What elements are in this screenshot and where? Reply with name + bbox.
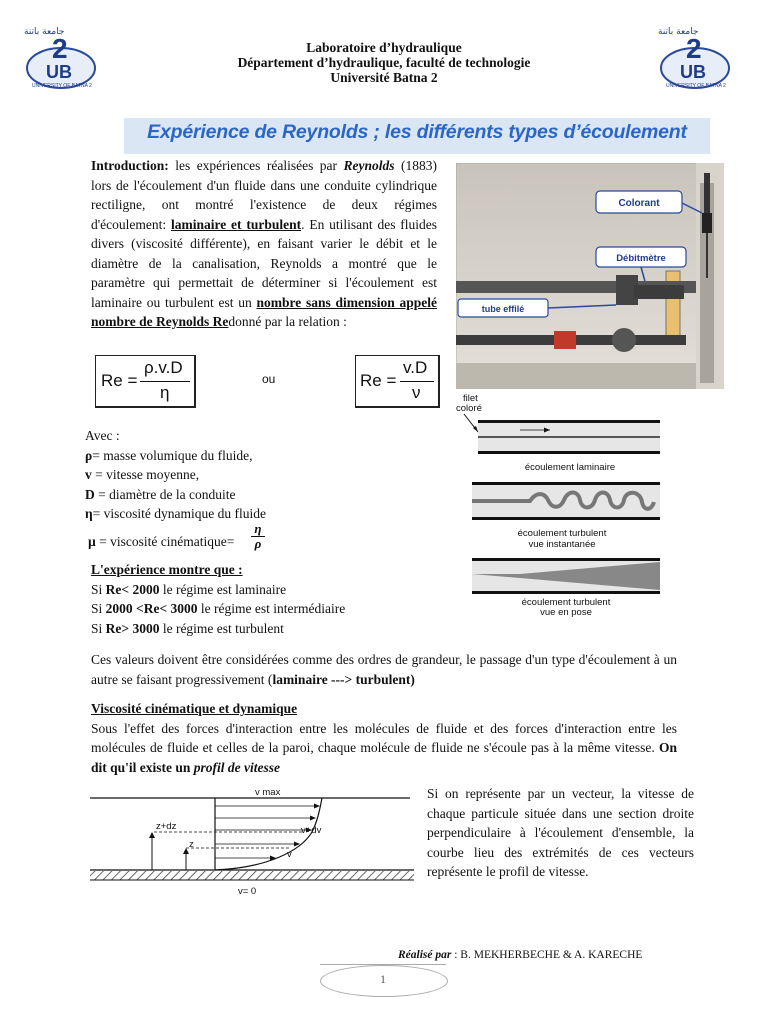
var-v	[85, 465, 266, 485]
intro-paragraph	[91, 156, 437, 332]
label-debitmetre: Débitmètre	[616, 253, 666, 264]
label-z: z	[189, 839, 194, 850]
label-z-dz: z+dz	[156, 821, 177, 832]
viscosite-title: Viscosité cinématique et dynamique	[91, 701, 298, 716]
document-header	[0, 40, 768, 85]
intro-text: . En utilisant des fluides divers (viscosité différente), en faisant varier le débit et le diamètre de la canalisation, Reynolds a montré que le paramètre qui permettait de déterminer si l'écoulement est laminaire ou turbulent est un	[91, 216, 438, 310]
var-symbol: v	[85, 467, 92, 482]
label-tube-effile: tube effilé	[481, 304, 525, 314]
var-symbol: µ	[88, 534, 96, 549]
var-symbol: D	[85, 486, 95, 502]
viscosite-section	[91, 699, 677, 777]
mu-fraction	[251, 522, 265, 551]
logo-number: 2	[52, 33, 68, 64]
caption-turbulent-1-sub: vue instantanée	[528, 539, 596, 550]
reynolds-name: Reynolds	[343, 158, 395, 173]
formula-box-2	[355, 355, 440, 408]
realise-label: Réalisé par	[398, 949, 452, 961]
intro-text: (1883) lors de l'écoulement d'un fluide dans une conduite cylindrique rectiligne, ont montré l'existence de deux régimes d'écoulement:	[91, 158, 437, 232]
experience-section	[91, 560, 345, 638]
logo-arabic: جامعة باتنة	[24, 27, 65, 37]
formula-lhs: Re =	[360, 371, 397, 390]
logo-arabic: جامعة باتنة	[658, 27, 699, 37]
filet-label: filet	[463, 393, 478, 404]
variables-list	[85, 426, 266, 524]
var-description: = vitesse moyenne,	[91, 467, 200, 482]
flow-regimes-diagram	[440, 392, 680, 622]
profile-paragraph: Si on représente par un vecteur, la vitesse de chaque particule située dans une section droite perpendiculaire à l'écoulement d'ensemble, la courbe lieu des extrémités de ces vecteurs représente le profil de vitesse.	[427, 786, 694, 879]
page-title: Expérience de Reynolds ; les différents types d’écoulement	[147, 121, 687, 143]
label-vmax: v max	[255, 787, 281, 798]
regimes-emphasis: laminaire et turbulent	[170, 216, 302, 232]
filet-label: coloré	[456, 403, 482, 414]
logo-caption: UNIVERSITY OF BATNA 2	[666, 83, 726, 89]
var-mu	[88, 532, 234, 552]
formula-box-1	[95, 355, 196, 408]
avec-title: Avec :	[85, 428, 120, 443]
caption-laminaire: écoulement laminaire	[524, 462, 616, 473]
mu-numerator: η	[254, 521, 262, 536]
formula-denominator: ν	[412, 383, 421, 402]
regime-laminaire: Si Re< 2000 le régime est laminaire	[91, 581, 287, 597]
caption-turbulent-1: écoulement turbulent	[517, 528, 607, 539]
var-description: = masse volumique du fluide,	[92, 447, 253, 463]
var-d	[85, 485, 266, 505]
var-rho	[85, 446, 266, 466]
page-number: 1	[380, 972, 386, 986]
fraction-bar	[400, 381, 434, 382]
formula-numerator: ρ.v.D	[144, 358, 183, 377]
label-colorant: Colorant	[618, 198, 660, 209]
lab-name: Laboratoire d’hydraulique	[306, 40, 462, 55]
department-name: Département d’hydraulique, faculté de technologie	[237, 55, 531, 70]
regime-turbulent: Si Re> 3000 le régime est turbulent	[91, 620, 284, 636]
formula-numerator: v.D	[403, 358, 428, 377]
formula-or: ou	[262, 372, 276, 386]
reynolds-number-emphasis: nombre sans dimension appelé nombre de Reynolds Re	[91, 294, 437, 329]
logo-letters: UB	[46, 62, 72, 82]
var-description: = diamètre de la conduite	[94, 486, 236, 502]
authors: : B. MEKHERBECHE & A. KARECHE	[451, 949, 643, 961]
values-paragraph: Ces valeurs doivent être considérées comme des ordres de grandeur, le passage d'un type d'écoulement à un autre se faisant progressivement (laminaire ---> turbulent)	[91, 652, 677, 687]
mu-denominator: ρ	[251, 536, 265, 551]
caption-turbulent-2-sub: vue en pose	[540, 607, 592, 618]
var-symbol: ρ	[85, 447, 93, 463]
var-eta	[85, 504, 266, 524]
viscosite-paragraph: Sous l'effet des forces d'interaction entre les molécules de fluide et des forces d'interaction entre les molécules de fluide et celles de la paroi, chaque molécule de fluide ne s'écoule pas à la même vitesse. On dit qu'il existe un profil de vitesse	[91, 720, 677, 775]
reynolds-apparatus-photo	[456, 163, 724, 389]
label-v0: v= 0	[238, 886, 257, 897]
intro-label: Introduction:	[91, 158, 169, 173]
formula-denominator: η	[160, 383, 170, 402]
footer-credits	[398, 949, 642, 961]
logo-letters: UB	[680, 62, 706, 82]
formula-lhs: Re =	[101, 371, 138, 390]
label-v-dv: v+dv	[301, 825, 322, 836]
label-v: v	[287, 849, 292, 860]
fraction-bar	[140, 381, 190, 382]
caption-turbulent-2: écoulement turbulent	[521, 597, 611, 608]
university-name: Université Batna 2	[330, 70, 438, 85]
experience-title: L'expérience montre que :	[91, 562, 243, 577]
intro-text: donné par la relation :	[228, 314, 347, 329]
logo-caption: UNIVERSITY OF BATNA 2	[32, 83, 92, 89]
intro-text: les expériences réalisées par	[168, 158, 344, 173]
var-symbol: η	[85, 506, 93, 521]
logo-number: 2	[686, 33, 702, 64]
var-description: = viscosité dynamique du fluide	[92, 506, 267, 521]
regime-intermediaire: Si 2000 <Re< 3000 le régime est intermédiaire	[91, 601, 346, 616]
var-description: = viscosité cinématique=	[95, 534, 235, 549]
velocity-profile-diagram	[90, 782, 414, 898]
